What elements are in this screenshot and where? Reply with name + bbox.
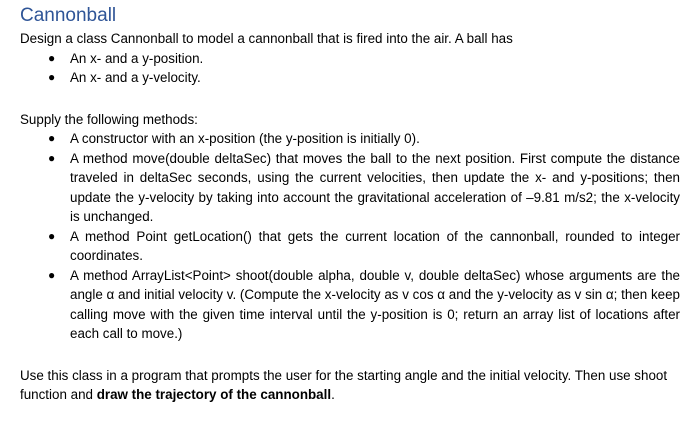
intro-paragraph: Design a class Cannonball to model a cannonball that is fired into the air. A ball has — [20, 31, 513, 46]
list-item — [48, 129, 680, 149]
list-item — [48, 227, 680, 266]
closing-text: Use this class in a program that prompts the user for the starting angle and the initial velocity. Then use shoot function and — [20, 367, 668, 402]
attribute-text: An x- and a y-velocity. — [70, 70, 201, 85]
bullet-icon: ● — [48, 131, 56, 145]
list-item — [48, 149, 680, 227]
closing-period: . — [331, 387, 335, 402]
spacer — [20, 88, 680, 110]
methods-list — [20, 129, 680, 344]
list-item — [48, 49, 680, 69]
list-item — [48, 266, 680, 344]
methods-heading: Supply the following methods: — [20, 111, 198, 127]
document-title: Cannonball — [20, 5, 117, 26]
closing-paragraph — [20, 366, 670, 405]
bullet-icon: ● — [48, 150, 56, 165]
method-text: A method ArrayList<Point> shoot(double alpha, double v, double deltaSec) whose arguments are the angle α and initial velocity v. (Compute the x-velocity as v cos α and the y-velocity as v sin α; then keep calling move with the given time interval until the y-position is 0; return an array list of locations after each call to move.) — [70, 267, 680, 341]
list-item — [48, 68, 680, 88]
closing-emphasis: draw the trajectory of the cannonball — [96, 387, 332, 402]
bullet-icon: ● — [48, 267, 56, 282]
attribute-list — [20, 49, 680, 88]
spacer — [20, 344, 680, 366]
bullet-icon: ● — [48, 70, 56, 84]
attribute-text: An x- and a y-position. — [70, 50, 204, 66]
bullet-icon: ● — [48, 228, 56, 243]
method-text: A method Point getLocation() that gets the current location of the cannonball, rounded to integer coordinates. — [70, 228, 680, 263]
bullet-icon: ● — [48, 50, 56, 65]
method-text: A constructor with an x-position (the y-position is initially 0). — [70, 131, 420, 146]
method-text: A method move(double deltaSec) that moves the ball to the next position. First compute the distance traveled in deltaSec seconds, using the current velocities, then update the x- and y-positions; then update the y-velocity by taking into account the gravitational acceleration of –9.81 m/s2; the x-velocity is unchanged. — [70, 150, 680, 224]
